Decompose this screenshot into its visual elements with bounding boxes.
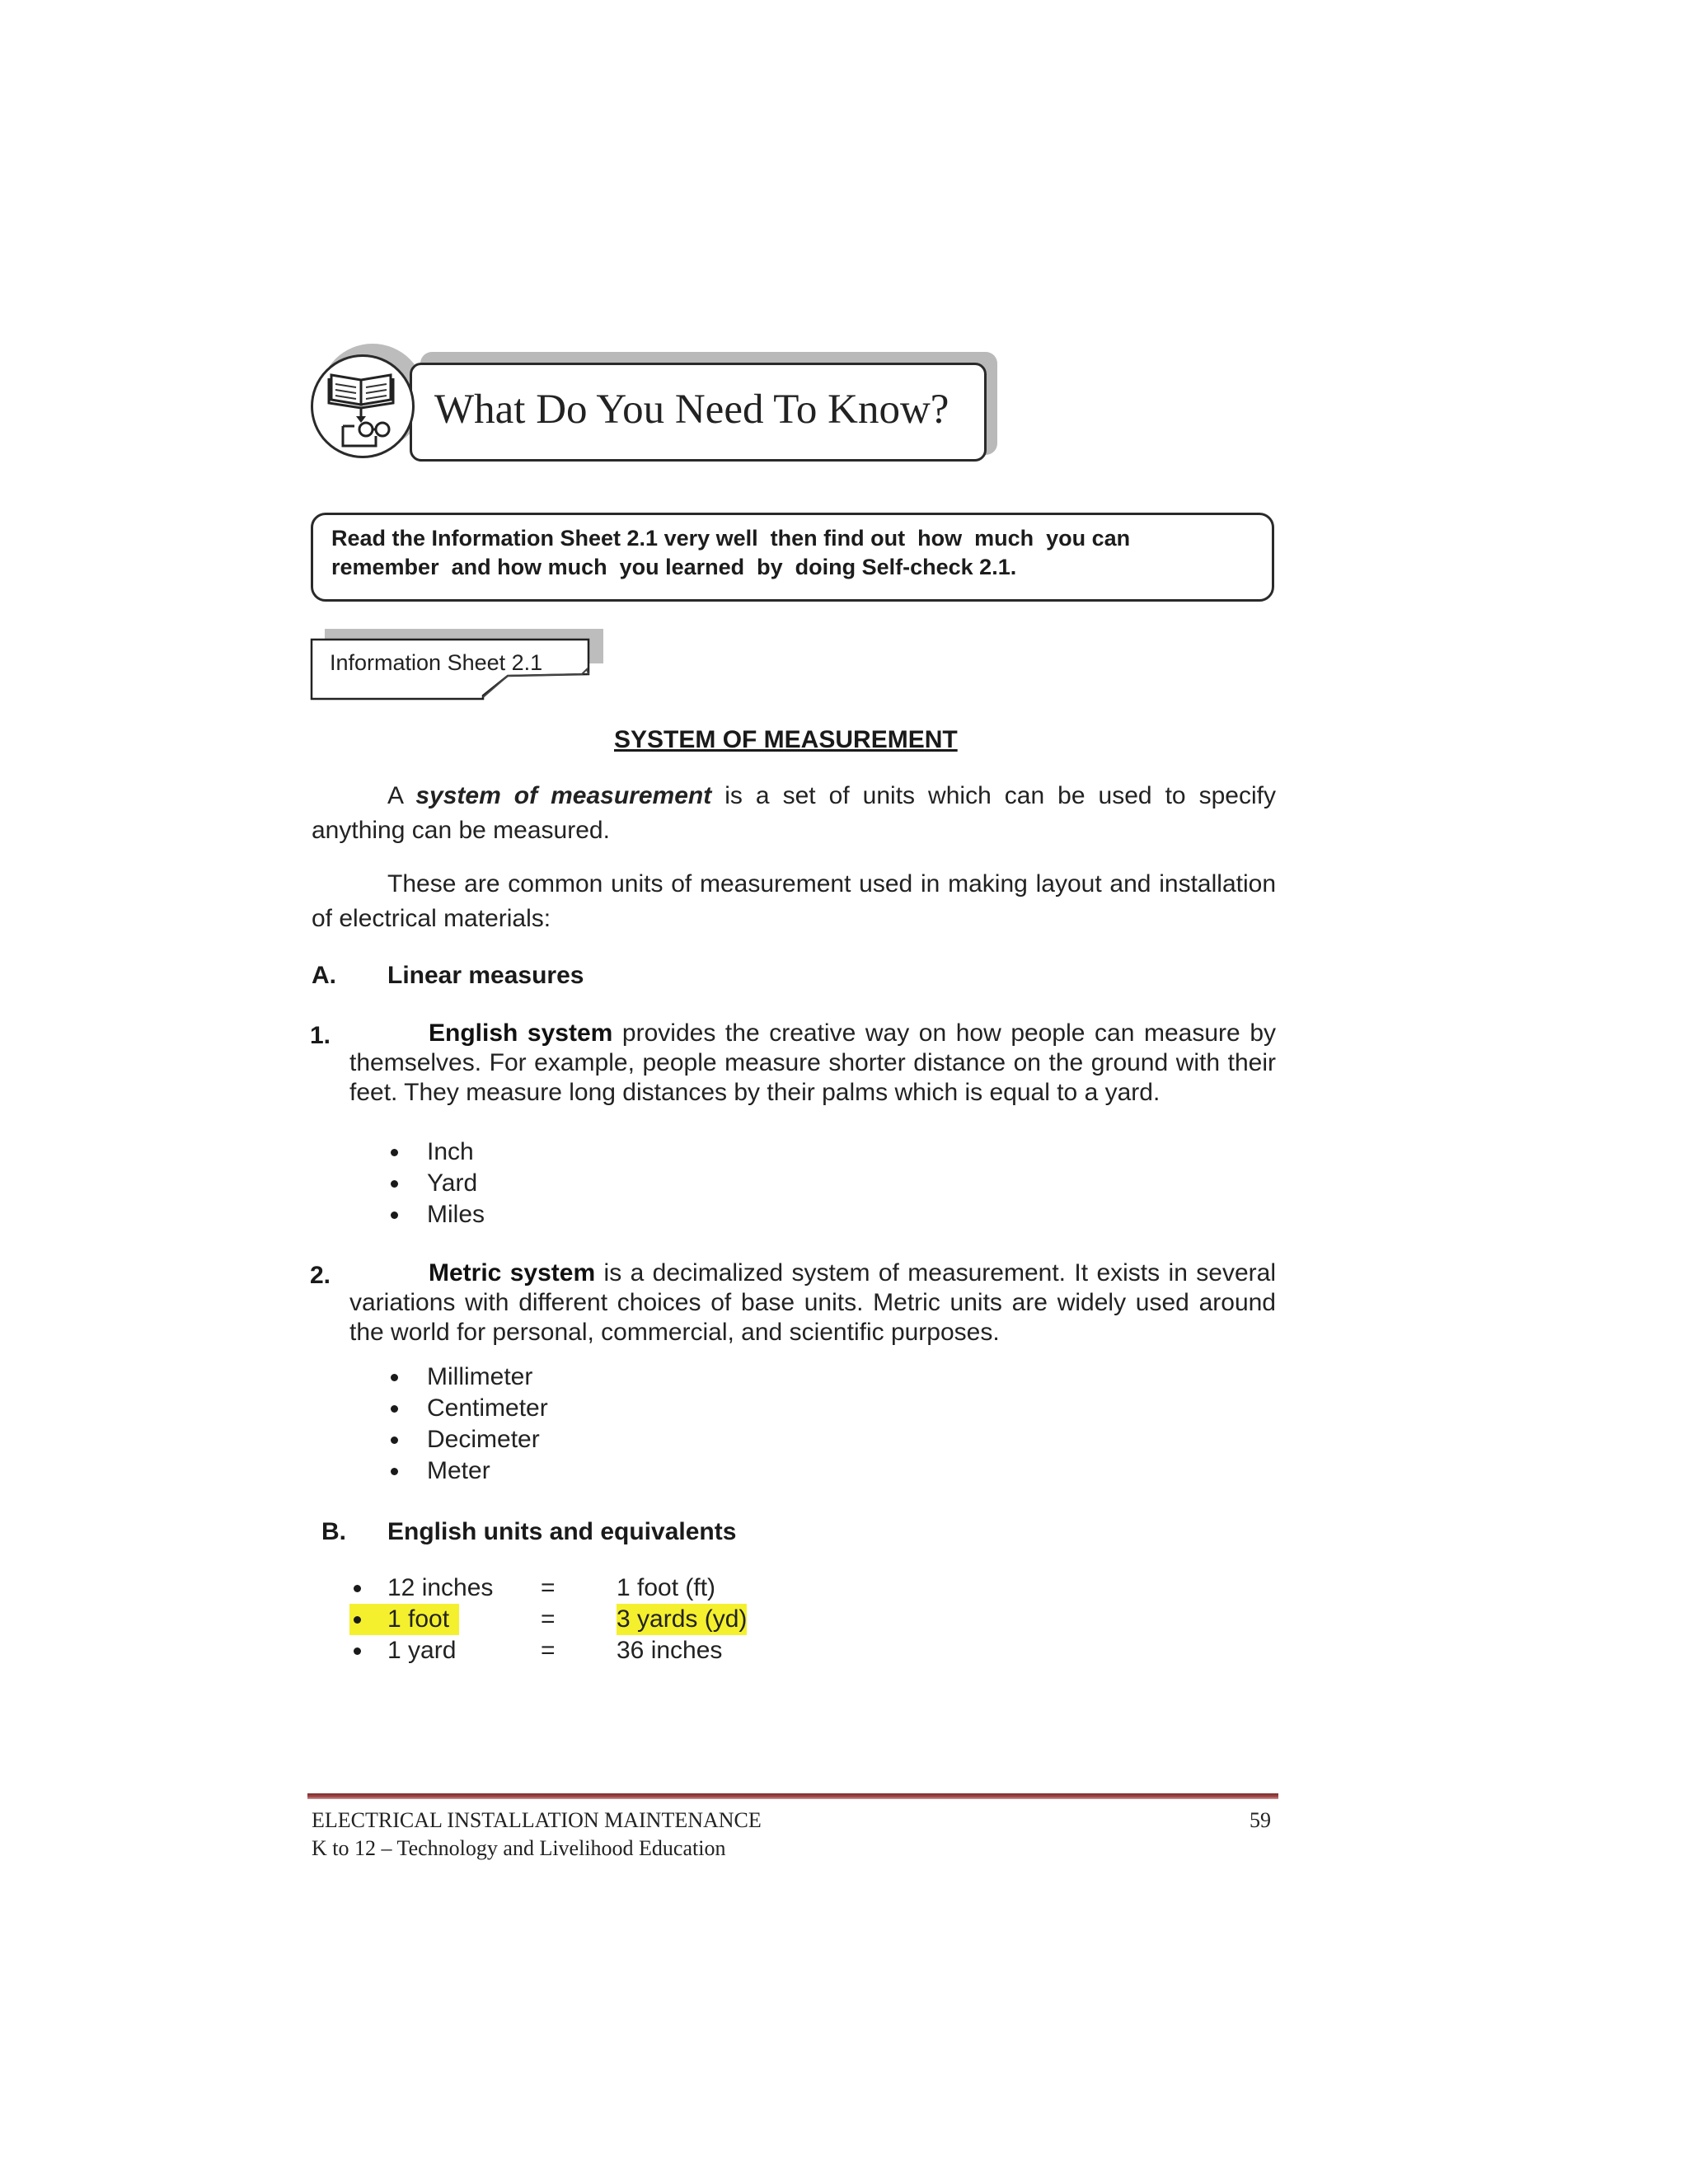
footer-rule: [307, 1793, 1278, 1799]
equals-sign: =: [541, 1574, 556, 1601]
intro-term: system of measurement: [415, 782, 712, 809]
table-row: [349, 1635, 926, 1666]
intro-paragraph-1: [312, 779, 1276, 848]
equals-sign: =: [541, 1637, 556, 1664]
item-1-paragraph: [349, 1019, 1276, 1108]
list-item: Millimeter: [386, 1361, 548, 1393]
metric-units-list: [386, 1361, 548, 1487]
section-b-letter: B.: [321, 1518, 346, 1545]
table-row: [349, 1604, 926, 1635]
english-units-list: [386, 1137, 485, 1230]
instruction-line-2: remember and how much you learned by doing Self-check 2.1.: [331, 555, 1017, 579]
intro-text: A: [387, 782, 416, 809]
item-2-number: 2.: [310, 1262, 331, 1289]
intro-text-continued: is a set of units which can be used to specify anything can be measured.: [312, 782, 1276, 844]
instruction-text: [331, 524, 1254, 582]
info-tab-label: Information Sheet 2.1: [330, 650, 543, 675]
item-2-paragraph: [349, 1258, 1276, 1347]
page-number: 59: [1250, 1808, 1271, 1832]
equivalent-left: 1 yard: [387, 1637, 457, 1664]
equivalent-right: 1 foot (ft): [617, 1574, 716, 1601]
table-row: [349, 1572, 926, 1604]
item-1-number: 1.: [310, 1022, 331, 1049]
item-2-text: is a decimalized system of measurement. It exists in several variations with different choices of base units. Metric units are widely used around the world for personal, commercial, and scientific purposes.: [349, 1259, 1276, 1346]
page-title: What Do You Need To Know?: [434, 387, 950, 433]
item-1-text: provides the creative way on how people can measure by themselves. For example, people measure shorter distance on the ground with their feet. They measure long distances by their palms which is equal to a yard.: [349, 1019, 1277, 1106]
item-2-term: Metric system: [429, 1259, 596, 1286]
footer-subtitle: K to 12 – Technology and Livelihood Education: [312, 1836, 726, 1860]
list-item: Decimeter: [386, 1424, 548, 1455]
list-item: Miles: [386, 1199, 485, 1230]
instruction-line-1: Read the Information Sheet 2.1 very well then find out how much you can: [331, 526, 1131, 551]
section-heading: SYSTEM OF MEASUREMENT: [614, 726, 958, 753]
list-item: Meter: [386, 1455, 548, 1487]
reading-icon-circle: [311, 354, 415, 458]
section-b-title: English units and equivalents: [387, 1518, 737, 1545]
equivalent-left: 12 inches: [387, 1574, 494, 1601]
book-magnifier-icon: [313, 357, 412, 456]
item-1-term: English system: [429, 1019, 613, 1047]
bullet-dot: [349, 1604, 387, 1635]
list-item: Centimeter: [386, 1393, 548, 1424]
intro-paragraph-2: These are common units of measurement used in making layout and installation of electrical materials:: [312, 870, 1276, 932]
equivalent-right: 3 yards (yd): [617, 1604, 747, 1635]
equals-sign: =: [541, 1605, 556, 1633]
equivalent-right: 36 inches: [617, 1637, 723, 1664]
equivalent-left: 1 foot: [387, 1604, 459, 1635]
footer-title: ELECTRICAL INSTALLATION MAINTENANCE: [312, 1808, 762, 1832]
list-item: Inch: [386, 1137, 485, 1168]
list-item: Yard: [386, 1168, 485, 1199]
section-a-letter: A.: [312, 962, 336, 989]
section-a-title: Linear measures: [387, 962, 584, 989]
